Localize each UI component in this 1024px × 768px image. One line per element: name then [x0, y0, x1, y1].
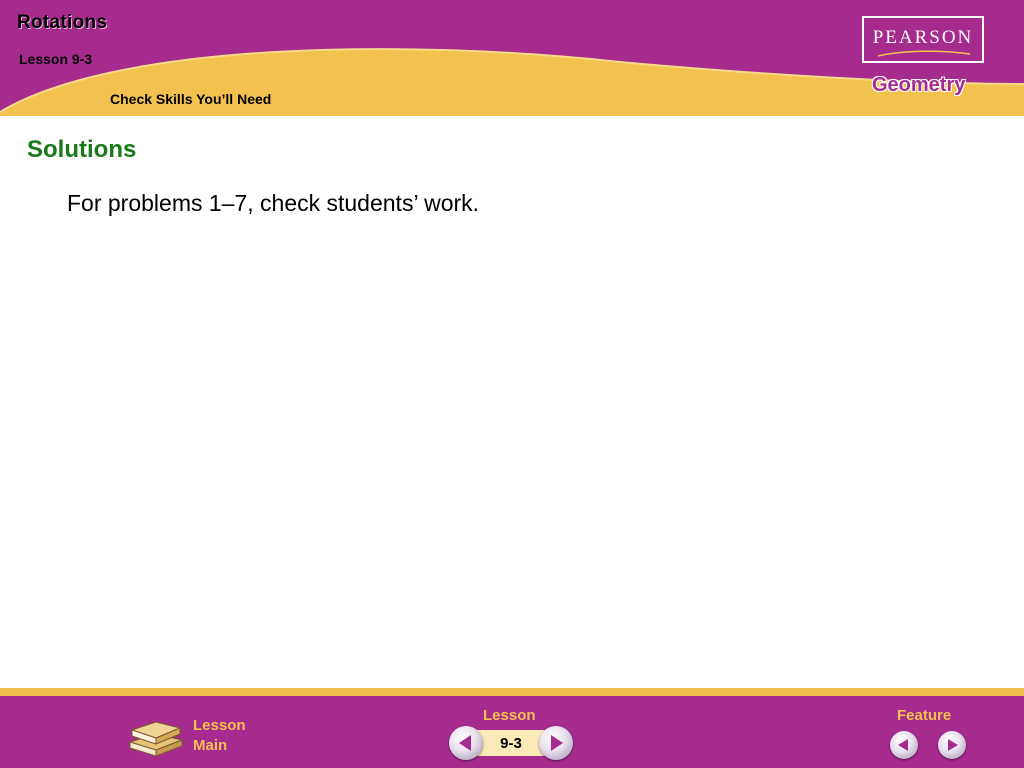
- feature-nav-label: Feature: [897, 707, 952, 724]
- logo-swoosh-icon: [874, 49, 974, 59]
- publisher-logo: [862, 16, 984, 63]
- header-banner: [0, 0, 1024, 116]
- next-arrow-icon: [539, 726, 573, 760]
- section-title: Check Skills You’ll Need: [110, 91, 272, 107]
- body-text: For problems 1–7, check students’ work.: [67, 190, 480, 216]
- lesson-page-number: 9-3: [500, 735, 522, 752]
- lesson-previous-button[interactable]: [449, 726, 483, 760]
- publisher-logo-text: PEARSON: [872, 27, 974, 48]
- next-arrow-icon: [938, 731, 966, 759]
- lesson-number: Lesson 9-3: [19, 51, 93, 67]
- book-title: Geometry: [872, 74, 966, 96]
- feature-next-button[interactable]: [938, 731, 966, 759]
- feature-previous-button[interactable]: [890, 731, 918, 759]
- lesson-main-link[interactable]: [193, 716, 246, 756]
- previous-arrow-icon: [890, 731, 918, 759]
- lesson-next-button[interactable]: [539, 726, 573, 760]
- lesson-main-line2: Main: [193, 737, 228, 754]
- lesson-title: Rotations: [17, 12, 108, 33]
- lesson-main-line1: Lesson: [193, 717, 246, 734]
- lesson-nav-label: Lesson: [483, 707, 536, 724]
- books-icon[interactable]: [126, 712, 184, 758]
- footer-stripe: [0, 688, 1024, 696]
- previous-arrow-icon: [449, 726, 483, 760]
- page-heading: Solutions: [27, 136, 137, 163]
